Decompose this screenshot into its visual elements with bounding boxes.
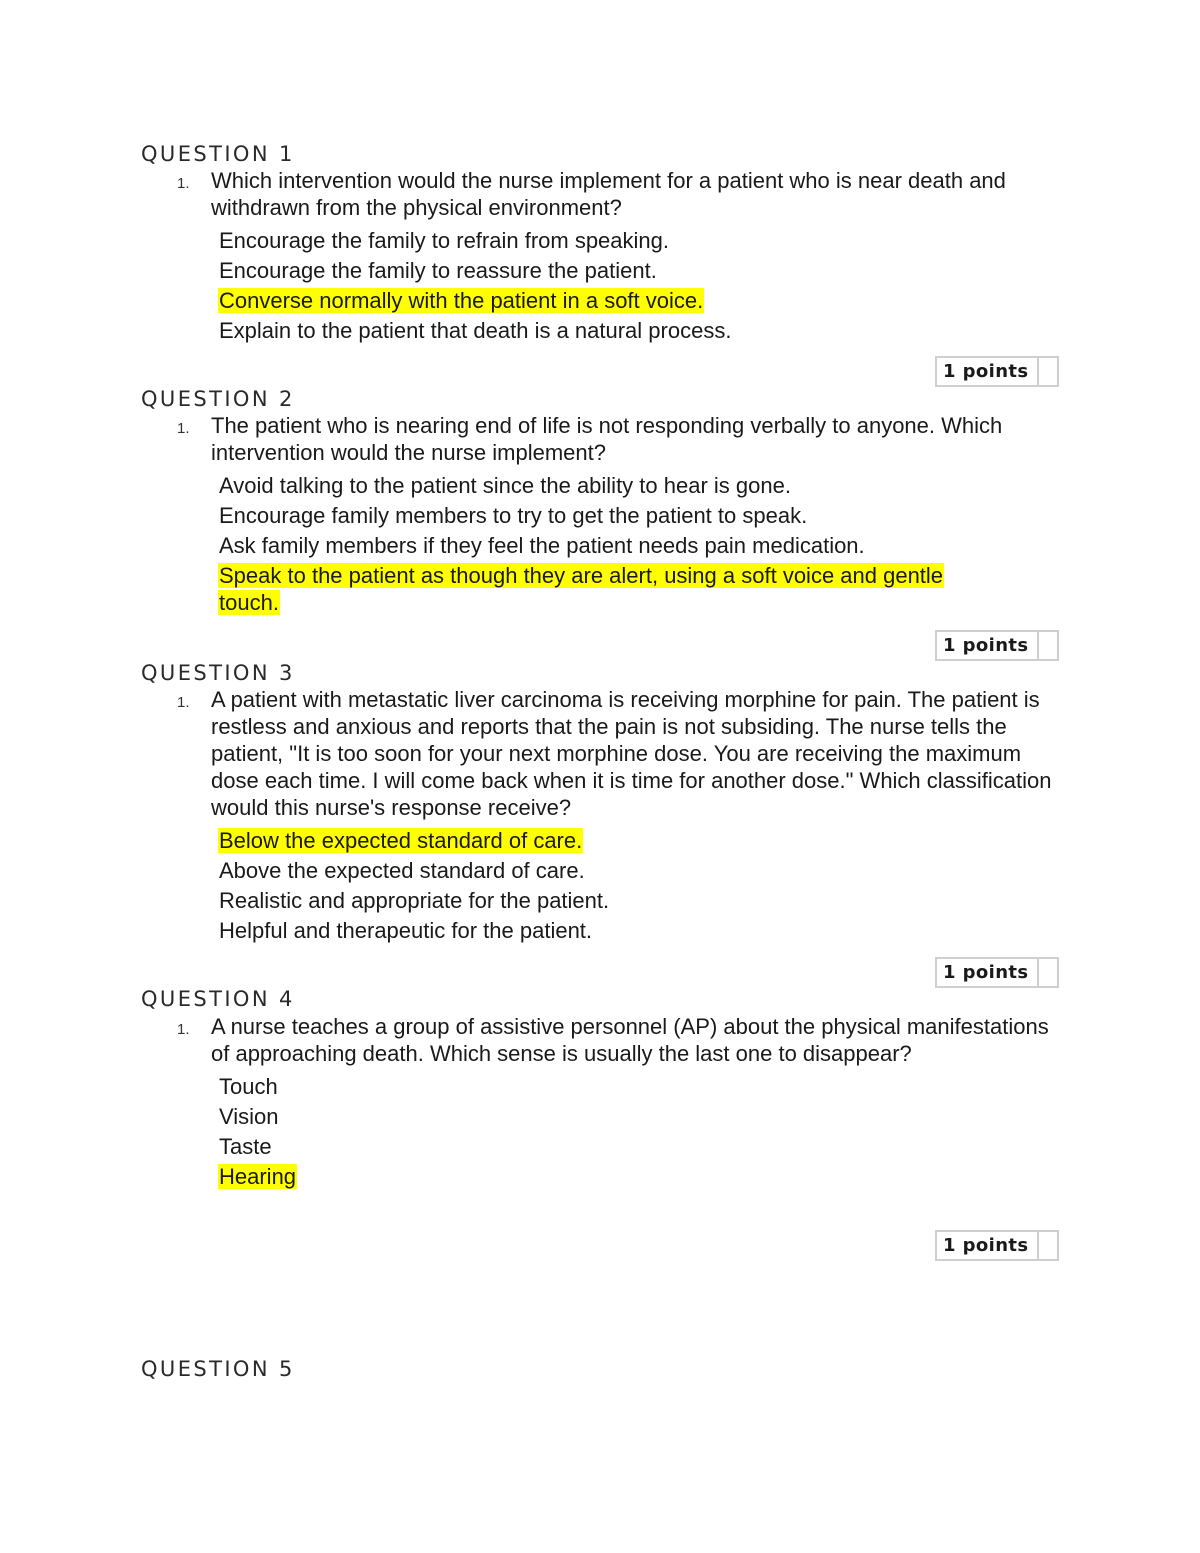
question-5-heading: QUESTION 5 xyxy=(141,1357,295,1381)
points-label: 1 points xyxy=(943,962,1029,983)
answer-text: Avoid talking to the patient since the ability to hear is gone. xyxy=(219,473,791,498)
answer-option[interactable] xyxy=(218,917,1071,944)
answer-text: Touch xyxy=(219,1074,278,1099)
question-number: 1. xyxy=(177,420,190,437)
answer-option[interactable] xyxy=(218,1073,1071,1100)
points-label: 1 points xyxy=(943,635,1029,656)
question-1 xyxy=(141,167,1071,347)
question-3-prompt xyxy=(141,686,1071,821)
answer-text: Ask family members if they feel the patient needs pain medication. xyxy=(219,533,865,558)
points-label: 1 points xyxy=(943,1235,1029,1256)
answer-option[interactable] xyxy=(218,1133,1071,1160)
question-1-heading: QUESTION 1 xyxy=(141,142,295,166)
question-3 xyxy=(141,686,1071,947)
answer-text: Encourage the family to reassure the patient. xyxy=(219,258,657,283)
answer-text: Encourage family members to try to get the patient to speak. xyxy=(219,503,808,528)
question-number: 1. xyxy=(177,175,190,192)
question-3-heading: QUESTION 3 xyxy=(141,661,295,685)
answer-option-highlighted[interactable] xyxy=(218,1163,1071,1190)
answer-text: Converse normally with the patient in a soft voice. xyxy=(219,288,704,313)
points-box xyxy=(935,630,1059,661)
answer-text: Helpful and therapeutic for the patient. xyxy=(219,918,593,943)
answer-text: Explain to the patient that death is a natural process. xyxy=(219,318,732,343)
points-box xyxy=(935,957,1059,988)
question-1-prompt xyxy=(141,167,1071,221)
answer-option[interactable] xyxy=(218,1103,1071,1130)
question-number: 1. xyxy=(177,694,190,711)
points-box xyxy=(935,356,1059,387)
answer-text: Taste xyxy=(219,1134,272,1159)
points-input-cell[interactable] xyxy=(1037,358,1057,385)
question-3-text: A patient with metastatic liver carcinoma is receiving morphine for pain. The patient is restless and anxious and reports that the pain is not subsiding. The nurse tells the patient, "It is too soon for your next morphine dose. You are receiving the maximum dose each time. I will come back when it is time for another dose." Which classification would this nurse's response receive? xyxy=(211,687,1052,820)
answer-text: Vision xyxy=(219,1104,279,1129)
points-input-cell[interactable] xyxy=(1037,959,1057,986)
answer-option-highlighted[interactable] xyxy=(218,287,1071,314)
answer-option[interactable] xyxy=(218,502,1071,529)
question-1-text: Which intervention would the nurse implement for a patient who is near death and withdrawn from the physical environment? xyxy=(211,168,1006,220)
question-4 xyxy=(141,1013,1071,1193)
points-input-cell[interactable] xyxy=(1037,632,1057,659)
answer-text: Encourage the family to refrain from speaking. xyxy=(219,228,670,253)
answer-text: Above the expected standard of care. xyxy=(219,858,585,883)
points-input-cell[interactable] xyxy=(1037,1232,1057,1259)
question-2-heading: QUESTION 2 xyxy=(141,387,295,411)
answer-list xyxy=(141,472,1071,616)
answer-option[interactable] xyxy=(218,227,1071,254)
answer-option[interactable] xyxy=(218,257,1071,284)
answer-option[interactable] xyxy=(218,857,1071,884)
answer-list xyxy=(141,1073,1071,1190)
question-2 xyxy=(141,412,1071,619)
answer-list xyxy=(141,827,1071,944)
answer-option-highlighted[interactable] xyxy=(218,827,1071,854)
answer-text: Below the expected standard of care. xyxy=(219,828,583,853)
question-4-prompt xyxy=(141,1013,1071,1067)
question-number: 1. xyxy=(177,1021,190,1038)
answer-text: Hearing xyxy=(219,1164,297,1189)
answer-option[interactable] xyxy=(218,532,1071,559)
question-4-text: A nurse teaches a group of assistive personnel (AP) about the physical manifestations of approaching death. Which sense is usually the last one to disappear? xyxy=(211,1014,1049,1066)
question-2-text: The patient who is nearing end of life is not responding verbally to anyone. Which intervention would the nurse implement? xyxy=(211,413,1003,465)
answer-text: Realistic and appropriate for the patient. xyxy=(219,888,610,913)
question-2-prompt xyxy=(141,412,1071,466)
answer-option[interactable] xyxy=(218,887,1071,914)
question-4-heading: QUESTION 4 xyxy=(141,987,295,1011)
answer-list xyxy=(141,227,1071,344)
answer-option-highlighted[interactable] xyxy=(218,562,1008,616)
points-box xyxy=(935,1230,1059,1261)
answer-option[interactable] xyxy=(218,317,1071,344)
answer-text: Speak to the patient as though they are alert, using a soft voice and gentle touch. xyxy=(219,563,944,615)
answer-option[interactable] xyxy=(218,472,1071,499)
points-label: 1 points xyxy=(943,361,1029,382)
